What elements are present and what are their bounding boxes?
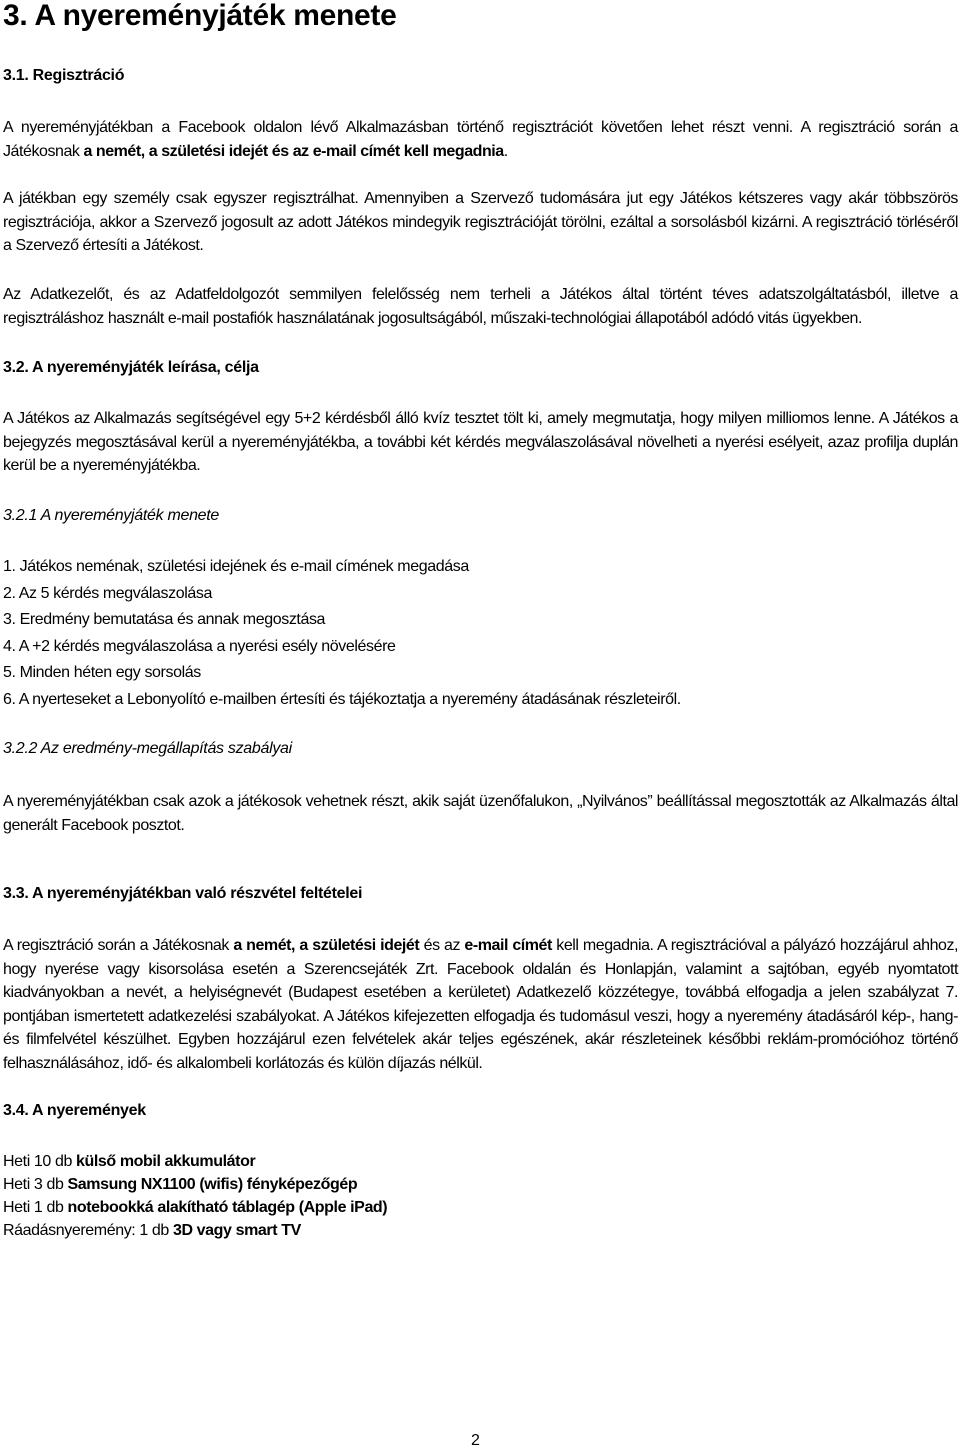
prize-item [3,1173,958,1196]
prize-quantity: Heti 1 db [3,1199,68,1216]
paragraph-registration [3,116,958,163]
prize-item [3,1219,958,1242]
prize-name: 3D vagy smart TV [172,1222,301,1239]
list-item: 5. Minden héten egy sorsolás [3,664,201,681]
steps-list [3,554,958,713]
prize-quantity: Ráadásnyeremény: 1 db [3,1222,173,1239]
bold-run: a nemét, a születési idejét [233,937,420,954]
list-item: 3. Eredmény bemutatása és annak megosztása [3,611,326,628]
section-heading-3-3: 3.3. A nyereményjátékban való részvétel feltételei [3,885,363,902]
list-item: 1. Játékos neménak, születési idejének és e-mail címének megadása [3,558,469,575]
prize-name: külső mobil akkumulátor [75,1153,256,1170]
section-heading-3-2: 3.2. A nyereményjáték leírása, célja [3,359,259,376]
paragraph-single-registration: A játékban egy személy csak egyszer regisztrálhat. Amennyiben a Szervező tudomására jut egy Játékos kétszeres vagy akár többszörös regisztrációja, akkor a Szervező jogosult az adott Játékos mindegyik regisztrációját törölni, ezáltal a sorsolásból kizárni. A regisztráció törléséről a Szervező értesíti a Játékost. [3,190,958,254]
prize-name: notebookká alakítható táblagép (Apple iPad) [67,1199,388,1216]
paragraph-result-rules: A nyereményjátékban csak azok a játékosok vehetnek részt, akik saját üzenőfalukon, „Nyilvános” beállítással megosztották az Alkalmazás által generált Facebook posztot. [3,793,958,834]
text-run: és az [419,937,465,954]
paragraph-participation-conditions [3,934,958,1075]
paragraph-game-description: A Játékos az Alkalmazás segítségével egy 5+2 kérdésből álló kvíz tesztet tölt ki, amely megmutatja, hogy milyen milliomos lenne. A Játékos a bejegyzés megosztásával kerül a nyereményjátékba, a további két kérdés megválaszolásával növelheti a nyerési esélyeit, azaz profilja duplán kerül be a nyereményjátékba. [3,410,958,474]
prize-item [3,1196,958,1219]
list-item: 4. A +2 kérdés megválaszolása a nyerési esély növelésére [3,637,396,655]
text-run: . [503,142,508,160]
prizes-list [3,1150,958,1242]
text-run: A regisztráció során a Játékosnak [3,937,234,954]
list-item: 2. Az 5 kérdés megválaszolása [3,584,212,602]
prize-quantity: Heti 10 db [3,1153,76,1170]
prize-quantity: Heti 3 db [3,1176,68,1193]
bold-run: a nemét, a születési idejét és az e-mail címét kell megadnia [83,142,504,160]
text-run: A nyereményjátékban a Facebook oldalon lévő Alkalmazásban történő regisztrációt követően lehet részt venni. A regisztráció során a Játékosnak [3,119,958,160]
subsection-heading-3-2-2: 3.2.2 Az eredmény-megállapítás szabályai [3,740,292,757]
paragraph-liability: Az Adatkezelőt, és az Adatfeldolgozót semmilyen felelősség nem terheli a Játékos által történt téves adatszolgáltatásból, illetve a regisztráláshoz használt e-mail postafiók használatának jogosultságából, műszaki-technológiai állapotából adódó vitás ügyekben. [3,286,958,327]
section-heading-3-4: 3.4. A nyeremények [3,1102,146,1119]
prize-item [3,1150,958,1173]
subsection-heading-3-2-1: 3.2.1 A nyereményjáték menete [3,507,220,524]
text-run: kell megadnia. A regisztrációval a pályázó hozzájárul ahhoz, hogy nyerése vagy kisorsolása esetén a Szerencsejáték Zrt. Facebook oldalán és Honlapján, valamint a sajtóban, egyéb nyomtatott kiadványokban a nevét, a helyiségnevét (Budapest esetében a kerületet) Adatkezelő közzétegye, továbbá elfogadja a jelen szabályzat 7. pontjában ismertetett adatkezelési szabályokat. A Játékos kifejezetten elfogadja és tudomásul veszi, hogy a nyeremény átadásáról kép-, hang- és filmfelvétel készülhet. Egyben hozzájárul ezen felvételek akár teljes egészének, akár részleteinek későbbi reklám-promócióhoz történő felhasználásához, idő- és alkalombeli korlátozás és külön díjazás nélkül. [3,937,959,1072]
page-number: 2 [471,1432,480,1449]
page-title: 3. A nyereményjáték menete [3,0,397,32]
section-heading-3-1: 3.1. Regisztráció [3,67,125,84]
prize-name: Samsung NX1100 (wifis) fényképezőgép [67,1176,358,1193]
bold-run: e-mail címét [464,937,552,954]
list-item: 6. A nyerteseket a Lebonyolító e-mailben értesíti és tájékoztatja a nyeremény átadásának részleteiről. [3,690,681,708]
